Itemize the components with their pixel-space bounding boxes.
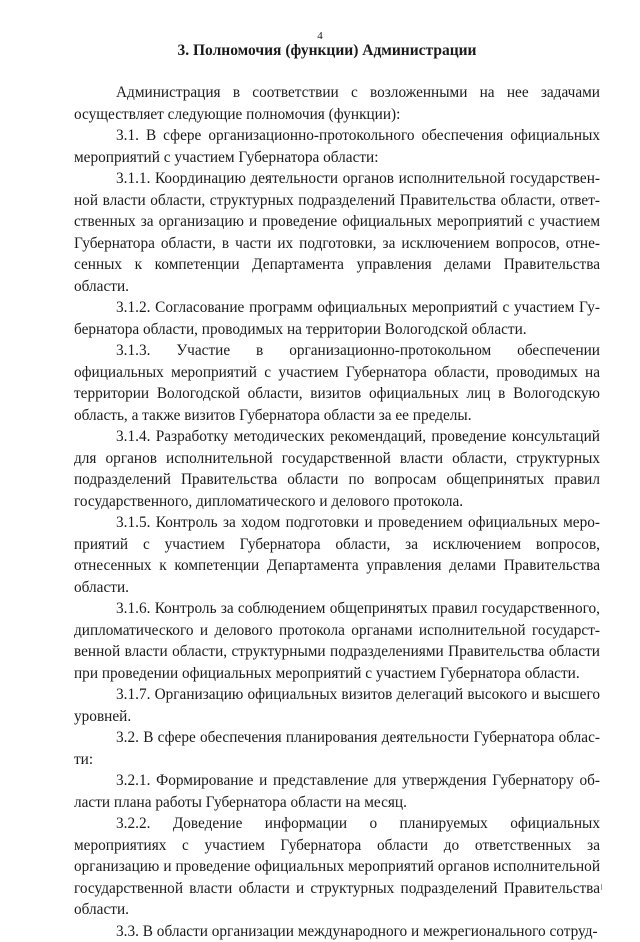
paragraph-3-1-6: 3.1.6. Контроль за соблюдением общепринятых правил государственного, дипломатического и делового протокола органами исполнительной государственной власти области, структурными подразделениями Правительства области при проведении официальных мероприятий с участием Губернатора области. [74, 598, 600, 684]
scan-margin-mark [601, 884, 602, 890]
paragraph-intro: Администрация в соответствии с возложенными на нее задачами осуществляет следующие полномочия (функции): [74, 82, 600, 125]
paragraph-3-1-7: 3.1.7. Организацию официальных визитов делегаций высокого и высшего уровней. [74, 684, 600, 727]
paragraph-3-2-1: 3.2.1. Формирование и представление для утверждения Губернатору области плана работы Губернатора области на месяц. [74, 770, 600, 813]
paragraph-3-2: 3.2. В сфере обеспечения планирования деятельности Губернатора области: [74, 727, 600, 770]
paragraph-3-2-2: 3.2.2. Доведение информации о планируемых официальных мероприятиях с участием Губернатора области до ответственных за организацию и проведение официальных мероприятий органов исполнительной государственной власти области и структурных подразделений Правительства области. [74, 813, 600, 921]
paragraph-3-1-2: 3.1.2. Согласование программ официальных мероприятий с участием Губернатора области, проводимых на территории Вологодской области. [74, 297, 600, 340]
paragraph-3-3: 3.3. В области организации международного и межрегионального сотруд- [74, 921, 600, 942]
paragraph-3-1-4: 3.1.4. Разработку методических рекомендаций, проведение консультаций для органов исполнительной государственной власти области, структурных подразделений Правительства области по вопросам общепринятых правил государственного, дипломатического и делового протокола. [74, 426, 600, 512]
body-text [74, 82, 600, 942]
paragraph-3-1-3: 3.1.3. Участие в организационно-протокольном обеспечении официальных мероприятий с участием Губернатора области, проводимых на территории Вологодской области, визитов официальных лиц в Вологодскую область, а также визитов Губернатора области за ее пределы. [74, 340, 600, 426]
paragraph-3-1-1: 3.1.1. Координацию деятельности органов исполнительной государственной власти области, структурных подразделений Правительства области, ответственных за организацию и проведение официальных мероприятий с участием Губернатора области, в части их подготовки, за исключением вопросов, отнесенных к компетенции Департамента управления делами Правительства области. [74, 168, 600, 297]
page-number: 4 [0, 30, 640, 42]
paragraph-3-1: 3.1. В сфере организационно-протокольного обеспечения официальных мероприятий с участием Губернатора области: [74, 125, 600, 168]
paragraph-3-1-5: 3.1.5. Контроль за ходом подготовки и проведением официальных мероприятий с участием Губернатора области, за исключением вопросов, отнесенных к компетенции Департамента управления делами Правительства области. [74, 512, 600, 598]
section-title: 3. Полномочия (функции) Администрации [60, 41, 594, 61]
